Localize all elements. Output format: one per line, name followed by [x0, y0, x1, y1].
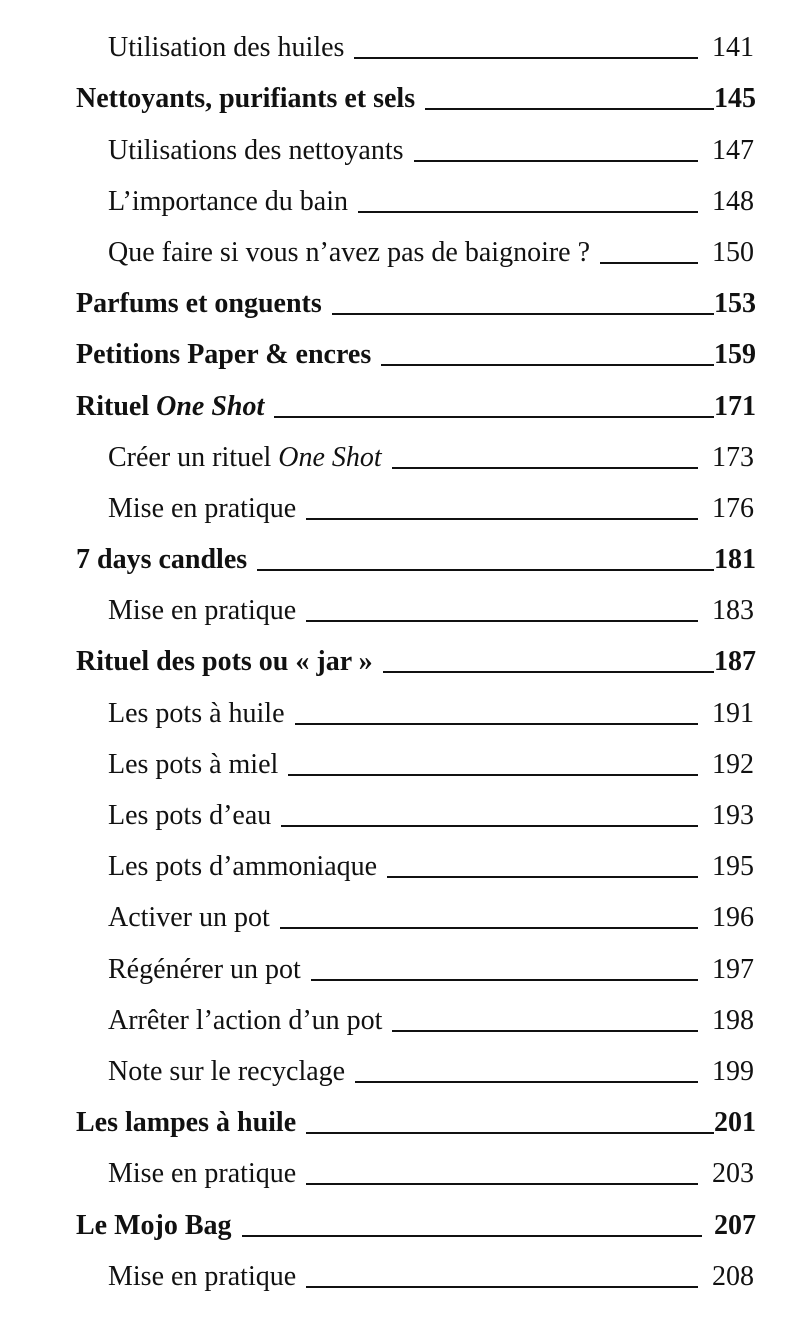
toc-entry-title — [108, 134, 404, 166]
toc-entry-title — [76, 85, 415, 113]
toc-leader-line — [306, 518, 698, 520]
toc-leader-line — [387, 876, 698, 878]
toc-entry-title-text: Arrêter l’action d’un pot — [108, 1004, 383, 1036]
toc-page-number: 171 — [714, 390, 756, 422]
toc-section-entry — [0, 178, 812, 229]
toc-page-number: 193 — [712, 800, 754, 831]
toc-entry-title — [108, 185, 349, 217]
toc-entry-title-text: Rituel — [76, 390, 157, 422]
table-of-contents — [0, 24, 812, 1304]
toc-entry-title-text: Les pots d’ammoniaque — [108, 851, 378, 883]
toc-leader-line — [306, 620, 698, 622]
toc-entry-title-text: Note sur le recyclage — [108, 1055, 346, 1087]
toc-leader-line — [600, 262, 698, 264]
toc-entry-title — [108, 492, 297, 524]
toc-leader-line — [306, 1132, 714, 1134]
toc-leader-line — [383, 671, 714, 673]
toc-entry-title — [108, 748, 279, 780]
toc-leader-line — [306, 1286, 698, 1288]
toc-entry-title — [108, 1055, 346, 1087]
toc-section-entry — [0, 1150, 812, 1201]
toc-section-entry — [0, 741, 812, 792]
toc-leader-line — [414, 160, 698, 162]
toc-entry-title-text: Petitions Paper & encres — [76, 339, 372, 371]
toc-leader-line — [354, 57, 698, 59]
toc-entry-title — [76, 290, 322, 318]
toc-entry-title — [76, 390, 265, 422]
toc-section-entry — [0, 587, 812, 638]
toc-page-number: 201 — [714, 1107, 756, 1139]
toc-page-number: 207 — [714, 1209, 756, 1241]
toc-entry-title — [76, 1109, 296, 1137]
toc-entry-title-text: Les pots à miel — [108, 748, 279, 780]
toc-section-entry — [0, 24, 812, 75]
toc-leader-line — [274, 416, 714, 418]
toc-page-number: 187 — [714, 646, 756, 678]
toc-entry-title — [108, 1160, 296, 1188]
toc-entry-title-text: Activer un pot — [108, 902, 270, 934]
toc-page-number: 208 — [712, 1260, 754, 1292]
toc-entry-title — [108, 853, 377, 881]
toc-leader-line — [425, 108, 714, 110]
toc-page-number: 192 — [712, 748, 754, 780]
toc-entry-title-text: 7 days candles — [76, 544, 248, 576]
toc-entry-title — [76, 648, 373, 676]
toc-page-number: 196 — [712, 902, 754, 934]
toc-section-entry — [0, 792, 812, 843]
toc-entry-title — [76, 1209, 232, 1241]
toc-leader-line — [306, 1183, 698, 1185]
toc-leader-line — [280, 927, 698, 929]
toc-leader-line — [311, 979, 698, 981]
toc-entry-title — [108, 802, 271, 830]
toc-entry-title-text: Créer un rituel — [108, 441, 279, 473]
toc-chapter-entry — [0, 382, 812, 433]
toc-entry-title-text: Le Mojo Bag — [76, 1209, 232, 1241]
toc-entry-title-text: Parfums et onguents — [76, 288, 322, 320]
toc-entry-title — [108, 1260, 297, 1292]
toc-chapter-entry — [0, 536, 812, 587]
toc-entry-title — [108, 597, 296, 625]
toc-page-number: 141 — [712, 32, 754, 64]
toc-page-number: 147 — [712, 134, 754, 166]
toc-entry-title — [108, 1004, 383, 1036]
toc-leader-line — [355, 1081, 698, 1083]
toc-entry-title-text: Mise en pratique — [108, 1260, 297, 1292]
toc-entry-title — [108, 953, 301, 985]
toc-chapter-entry — [0, 331, 812, 382]
toc-page-number: 197 — [712, 953, 754, 985]
toc-entry-title-emphasis: One Shot — [278, 441, 382, 473]
toc-entry-title-emphasis: One Shot — [156, 390, 265, 422]
toc-leader-line — [242, 1235, 702, 1237]
toc-page-number: 153 — [714, 288, 756, 320]
toc-section-entry — [0, 126, 812, 177]
toc-page-number: 191 — [712, 697, 754, 729]
toc-section-entry — [0, 1253, 812, 1304]
toc-entry-title-text: Utilisations des nettoyants — [108, 134, 404, 166]
toc-page-number: 150 — [712, 236, 754, 268]
toc-page-number: 159 — [714, 339, 756, 371]
toc-section-entry — [0, 229, 812, 280]
toc-page-number: 148 — [712, 185, 754, 217]
toc-page-number: 173 — [712, 441, 754, 473]
toc-leader-line — [288, 774, 698, 776]
toc-leader-line — [281, 825, 698, 827]
toc-entry-title — [76, 341, 371, 369]
toc-entry-title-text: Les lampes à huile — [76, 1107, 297, 1139]
toc-page-number: 183 — [712, 595, 754, 627]
toc-section-entry — [0, 1048, 812, 1099]
toc-leader-line — [257, 569, 714, 571]
toc-leader-line — [358, 211, 698, 213]
toc-entry-title-text: L’importance du bain — [108, 185, 349, 217]
toc-entry-title — [108, 697, 285, 729]
toc-entry-title-text: Mise en pratique — [108, 595, 297, 627]
toc-entry-title — [108, 34, 344, 62]
toc-entry-title-text: Utilisation des huiles — [108, 32, 345, 64]
toc-page-number: 145 — [714, 83, 756, 115]
toc-page-number: 195 — [712, 851, 754, 883]
toc-entry-title — [108, 904, 270, 932]
toc-entry-title-text: Les pots d’eau — [108, 800, 272, 831]
toc-section-entry — [0, 843, 812, 894]
toc-entry-title — [108, 441, 382, 473]
toc-section-entry — [0, 689, 812, 740]
toc-entry-title-text: Mise en pratique — [108, 1158, 297, 1190]
toc-leader-line — [392, 1030, 698, 1032]
toc-entry-title-text: Que faire si vous n’avez pas de baignoire ? — [108, 236, 591, 268]
toc-chapter-entry — [0, 1099, 812, 1150]
toc-chapter-entry — [0, 1201, 812, 1252]
toc-section-entry — [0, 894, 812, 945]
toc-chapter-entry — [0, 75, 812, 126]
toc-entry-title — [76, 546, 247, 574]
toc-section-entry — [0, 485, 812, 536]
toc-page-number: 198 — [712, 1004, 754, 1036]
toc-section-entry — [0, 997, 812, 1048]
toc-entry-title-text: Régénérer un pot — [108, 953, 301, 985]
toc-page-number: 176 — [712, 492, 754, 524]
toc-page-number: 199 — [712, 1055, 754, 1087]
toc-page-number: 181 — [714, 544, 756, 576]
toc-leader-line — [295, 723, 698, 725]
toc-entry-title — [108, 236, 591, 268]
toc-chapter-entry — [0, 638, 812, 689]
toc-entry-title-text: Mise en pratique — [108, 492, 297, 524]
toc-chapter-entry — [0, 280, 812, 331]
toc-entry-title-text: Nettoyants, purifiants et sels — [76, 83, 416, 115]
toc-page-number: 203 — [712, 1158, 754, 1190]
toc-entry-title-text: Rituel des pots ou « jar » — [76, 646, 373, 678]
toc-leader-line — [381, 364, 714, 366]
toc-leader-line — [332, 313, 714, 315]
toc-entry-title-text: Les pots à huile — [108, 697, 285, 729]
toc-section-entry — [0, 434, 812, 485]
toc-section-entry — [0, 945, 812, 996]
toc-leader-line — [392, 467, 698, 469]
